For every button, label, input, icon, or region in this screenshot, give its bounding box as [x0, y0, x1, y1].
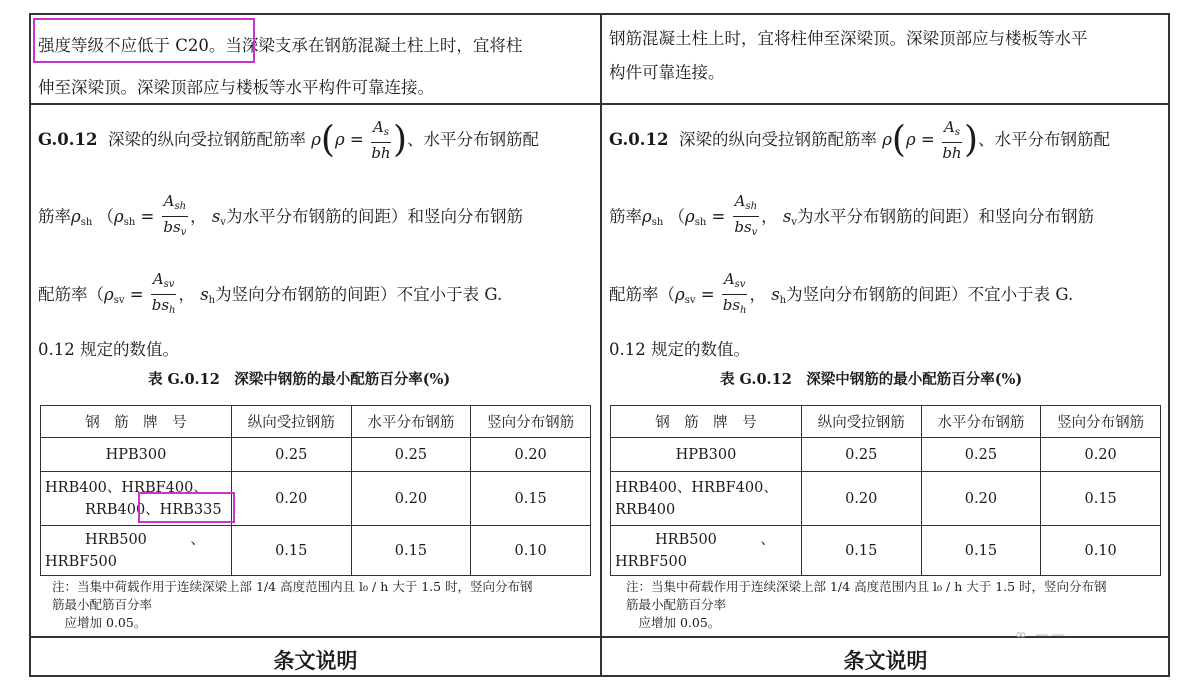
watermark: ∞ ——: [1015, 627, 1068, 643]
table-note-right: 注：当集中荷载作用于连续深梁上部 1/4 高度范围内且 l₀ / h 大于 1.5 时，竖向分布钢 筋最小配筋百分率 应增加 0.05。: [626, 579, 1107, 630]
footer-left: 条文说明: [273, 648, 358, 673]
footer-right: 条文说明: [843, 648, 928, 673]
column-divider: [600, 13, 602, 677]
right-intro: 钢筋混凝土柱上时，宜将柱伸至深梁顶。深梁顶部应与楼板等水平 构件可靠连接。: [609, 29, 1088, 82]
highlight-box-c20: [33, 18, 255, 63]
table-note-left: 注：当集中荷载作用于连续深梁上部 1/4 高度范围内且 l₀ / h 大于 1.5 时，竖向分布钢 筋最小配筋百分率 应增加 0.05。: [52, 579, 533, 630]
left-intro: 强度等级不应低于 C20。当深梁支承在钢筋混凝土柱上时，宜将柱 伸至深梁顶。深梁顶部应与楼板等水平构件可靠连接。: [38, 36, 523, 97]
table-caption-right: 表 G.0.12 深梁中钢筋的最小配筋百分率(%): [720, 371, 1023, 388]
boxed-text: 强度等级不应低于 C20。: [38, 36, 226, 55]
rebar-table-left: 钢 筋 牌 号 纵向受拉钢筋 水平分布钢筋 竖向分布钢筋 HPB300 0.25 0.25 0.20 HRB400、HRBF400、 RRB400、HRB335 0.20 0.20 0.15 HRB500 、 HRBF500 0.15 0.15 0.10: [40, 405, 591, 576]
highlight-box-hrb335: [138, 492, 235, 523]
row-divider-bottom: [29, 636, 1170, 638]
table-caption-left: 表 G.0.12 深梁中钢筋的最小配筋百分率(%): [148, 371, 451, 388]
rebar-table-right: 钢 筋 牌 号 纵向受拉钢筋 水平分布钢筋 竖向分布钢筋 HPB300 0.25 0.25 0.20 HRB400、HRBF400、 RRB400 0.20 0.20 0.15 HRB500 、 HRBF500 0.15 0.15 0.10: [610, 405, 1161, 576]
